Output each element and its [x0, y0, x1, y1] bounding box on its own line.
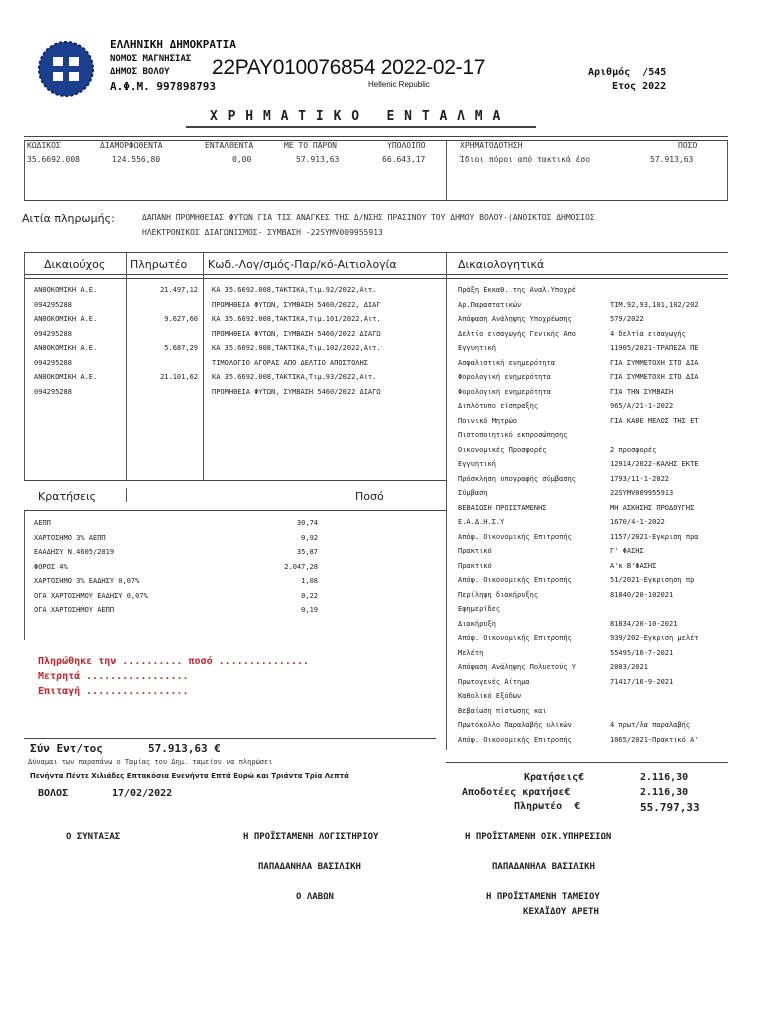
deduction-name: ΑΕΠΠ — [34, 519, 51, 527]
remitted-deductions-label: Αποδοτέες κρατήσε€ — [462, 787, 571, 798]
deduction-amount: 35,87 — [296, 548, 318, 556]
document-row — [458, 457, 728, 472]
budget-formed: 124.556,80 — [112, 155, 161, 164]
beneficiary-name: ΑΝΘΟΚΟΜΙΚΗ Α.Ε. — [34, 315, 98, 323]
document-row — [458, 530, 728, 545]
cashier-note: Δύναμαι των παραπάνω ο Ταμίας του Δημ. ταμείου να πληρώσει — [28, 758, 273, 766]
document-ref: 11905/2021-ΤΡΑΠΕΖΑ ΠΕ — [610, 344, 699, 352]
document-type: Εφημερίδες — [458, 605, 501, 613]
payable-amount: 9.627,60 — [164, 315, 198, 323]
deduction-amount: 30,74 — [296, 519, 318, 527]
payable-amount: 21.497,12 — [160, 286, 198, 294]
document-row — [458, 718, 728, 733]
document-title: Χ Ρ Η Μ Α Τ Ι Κ Ο Ε Ν Τ Α Λ Μ Α — [210, 109, 502, 124]
code-line: ΠΡΟΜΗΘΕΙΑ ΦΥΤΩΝ, ΣΥΜΒΑΣΗ 5460/2022, ΔΙΑΓ — [212, 300, 381, 309]
signatory-finance-name: ΠΑΠΑΔΑΝΗΛΑ ΒΑΣΙΛΙΚΗ — [492, 862, 595, 872]
stamp-republic: Hellenic Republic — [368, 80, 430, 89]
document-row — [458, 689, 728, 704]
document-type: Πρακτικό — [458, 547, 492, 555]
code-list — [212, 283, 444, 399]
document-type: Ασφαλιστική ενημερότητα — [458, 358, 555, 367]
deduction-amount: 1,08 — [301, 577, 318, 585]
document-row — [458, 602, 728, 617]
deductions-total-value: 2.116,30 — [640, 772, 689, 783]
cash-line: Μετρητά ................. — [38, 671, 189, 682]
payable-amount: 21.101,62 — [160, 373, 198, 381]
document-ref — [610, 428, 726, 443]
document-type: Εγγυητική — [458, 344, 496, 352]
document-ref: 2003/2021 — [610, 663, 648, 671]
deduction-row — [34, 560, 324, 575]
deduction-amount: 0,92 — [301, 533, 318, 542]
document-row — [458, 646, 728, 661]
budget-amount: 57.913,63 — [650, 155, 694, 164]
document-row — [458, 631, 728, 646]
document-ref — [610, 704, 726, 719]
document-row — [458, 428, 728, 443]
document-row — [458, 283, 728, 298]
document-row — [458, 660, 728, 675]
code-line: ΚΑ 35.6692.008,ΤΑΚΤΙΚΑ,Τιμ.93/2022,Αιτ. — [212, 373, 377, 381]
document-row — [458, 486, 728, 501]
col-header-funding: ΧΡΗΜΑΤΟΔΟΤΗΣΗ — [460, 141, 523, 150]
document-ref — [610, 602, 726, 617]
payable-list — [128, 283, 198, 385]
deductions-list — [34, 516, 324, 618]
budget-current: 57.913,63 — [296, 155, 340, 164]
beneficiary-afm: 094295288 — [34, 387, 72, 396]
order-year: Ετος 2022 — [612, 81, 667, 92]
header-municipality: ΔΗΜΟΣ ΒΟΛΟΥ — [110, 67, 170, 77]
col-header-formed: ΔΙΑΜΟΡΦΩΘΕΝΤΑ — [100, 141, 163, 150]
payment-reason-line2: ΗΛΕΚΤΡΟΝΙΚΟΣ ΔΙΑΓΩΝΙΣΜΟΣ- ΣΥΜΒΑΣΗ -22SYMV009955913 — [142, 228, 383, 237]
document-row — [458, 544, 728, 559]
document-type: Ποινικό Μητρώο — [458, 416, 518, 425]
signatory-receiver: Ο ΛΑΒΩΝ — [296, 892, 334, 902]
document-type: Απόφ. Οικονομικής Επιτροπής — [458, 532, 572, 541]
document-row — [458, 501, 728, 516]
document-ref: 2 προσφορές — [610, 445, 657, 454]
document-ref: ΓΙΑ ΤΗΝ ΣΥΜΒΑΣΗ — [610, 387, 674, 396]
document-ref: 71417/16-9-2021 — [610, 677, 674, 686]
document-type: Δελτίο εισαγωγής Γενικής Απο — [458, 329, 577, 338]
document-type: Πιστοποιητικό εκπροσώπησης — [458, 431, 568, 439]
document-type: Απόφ. Οικονομικής Επιτροπής — [458, 576, 572, 584]
deductions-total-label: Κρατήσεις€ — [524, 772, 585, 783]
beneficiary-name: ΑΝΘΟΚΟΜΙΚΗ Α.Ε. — [34, 344, 98, 352]
beneficiary-list — [34, 283, 124, 399]
date: 17/02/2022 — [112, 788, 173, 799]
document-ref: ΤΙΜ.92,93,101,102/202 — [610, 300, 699, 309]
greek-emblem-icon — [37, 40, 95, 98]
document-ref: 939/202-Εγκριση μελέτ — [610, 634, 699, 642]
document-type: Φορολογική ενημερότητα — [458, 387, 551, 396]
document-row — [458, 617, 728, 632]
budget-code: 35.6692.008 — [27, 155, 80, 164]
deduction-row — [34, 516, 324, 531]
header-beneficiary: Δικαιούχος — [44, 258, 106, 271]
document-type: Πρακτικό — [458, 561, 492, 570]
signatory-accounting-name: ΠΑΠΑΔΑΝΗΛΑ ΒΑΣΙΛΙΚΗ — [258, 862, 361, 872]
document-row — [458, 370, 728, 385]
budget-remaining: 66.643,17 — [382, 155, 426, 164]
document-ref: 1065/2021-Πρακτικό Α' — [610, 735, 699, 744]
deduction-row — [34, 545, 324, 560]
document-type: Οικονομικές Προσφορές — [458, 445, 547, 454]
document-ref: 51/2021-Εγκρισηση πρ — [610, 576, 695, 584]
deduction-name: ΟΓΑ ΧΑΡΤΟΣΗΜΟΥ ΕΑΔΗΣΥ 0,07% — [34, 591, 148, 600]
document-type: Πρωτογενές Αίτημα — [458, 677, 530, 686]
payable-amount: 5.687,29 — [164, 344, 198, 352]
header-afm: Α.Φ.Μ. 997898793 — [110, 80, 216, 93]
document-ref: 1793/11-1-2022 — [610, 474, 670, 483]
payment-reason-line1: ΔΑΠΑΝΗ ΠΡΟΜΗΘΕΙΑΣ ΦΥΤΩΝ ΓΙΑ ΤΙΣ ΑΝΑΓΚΕΣ ΤΗΣ Δ/ΝΣΗΣ ΠΡΑΣΙΝΟΥ ΤΟΥ ΔΗΜΟΥ ΒΟΛΟΥ-(ΑΝΟΙΚΤΟΣ ΔΗΜΟΣΙΟΣ — [142, 213, 595, 222]
payable-total-label: Πληρωτέο € — [514, 801, 581, 812]
code-line: ΚΑ 35.6692.008,ΤΑΚΤΙΚΑ,Τιμ.92/2022,Αιτ. — [212, 286, 377, 294]
deduction-name: ΦΟΡΟΣ 4% — [34, 562, 68, 571]
code-line: ΠΡΟΜΗΘΕΙΑ ΦΥΤΩΝ, ΣΥΜΒΑΣΗ 5460/2022 ΔΙΑΓΩ — [212, 387, 381, 396]
documents-list — [458, 283, 728, 747]
document-ref: 1157/2021-Εγκριση πρα — [610, 532, 699, 541]
deduction-row — [34, 603, 324, 618]
document-ref: Α'κ Β'ΦΑΣΗΣ — [610, 561, 657, 570]
paid-on-line: Πληρώθηκε την .......... ποσό ............... — [38, 656, 309, 667]
document-type: Εγγυητική — [458, 460, 496, 468]
col-header-code: ΚΩΔΙΚΟΣ — [27, 141, 61, 150]
document-type: ΒΕΒΑΙΩΣΗ ΠΡΟΙΣΤΑΜΕΝΗΣ — [458, 503, 547, 512]
document-row — [458, 399, 728, 414]
header-documents: Δικαιολογητικά — [458, 258, 545, 271]
document-type: Βεβαίωση πίστωσης και — [458, 706, 547, 715]
signatory-compiler: Ο ΣΥΝΤΑΞΑΣ — [66, 832, 121, 842]
document-row — [458, 443, 728, 458]
beneficiary-afm: 094295288 — [34, 300, 72, 309]
deduction-name: ΧΑΡΤΟΣΗΜΟ 3% ΕΑΔΗΣΥ 0,07% — [34, 577, 140, 585]
col-header-amount: ΠΟΣΟ — [678, 141, 698, 150]
document-ref — [610, 283, 726, 298]
deduction-row — [34, 589, 324, 604]
total-value: 57.913,63 € — [148, 742, 221, 755]
header-code: Κωδ.-Λογ/σμός-Παρ/κό-Αιτιολογία — [208, 258, 397, 271]
document-ref: ΓΙΑ ΣΥΜΜΕΤΟΧΗ ΣΤΟ ΔΙΑ — [610, 358, 699, 367]
document-type: Απόφ. Οικονομικής Επιτροπής — [458, 735, 572, 744]
deduction-amount: 2.047,28 — [284, 562, 318, 571]
code-line: ΤΙΜΟΛΟΓΙΟ ΑΓΟΡΑΣ ΑΠΟ ΔΕΛΤΙΟ ΑΠΟΣΤΟΛΗΣ — [212, 358, 368, 367]
document-row — [458, 515, 728, 530]
document-row — [458, 341, 728, 356]
amount-in-words: Πενήντα Πέντε Χιλιάδες Επτακόσια Ενενήντα Επτά Ευρώ και Τριάντα Τρία Λεπτά — [30, 772, 349, 780]
document-ref: 4 πρωτ/λα παραλαβής — [610, 721, 691, 729]
deductions-amount-header: Ποσό — [355, 490, 384, 503]
deduction-amount: 0,19 — [301, 606, 318, 614]
deduction-row — [34, 531, 324, 546]
document-row — [458, 559, 728, 574]
document-row — [458, 472, 728, 487]
header-prefecture: ΝΟΜΟΣ ΜΑΓΝΗΣΙΑΣ — [110, 54, 192, 64]
document-row — [458, 327, 728, 342]
document-ref: 1670/4-1-2022 — [610, 518, 665, 526]
document-ref: Γ' ΦΑΣΗΣ — [610, 547, 644, 555]
signatory-treasury-title: Η ΠΡΟΪΣΤΑΜΕΝΗ ΤΑΜΕΙΟΥ — [486, 892, 600, 902]
digital-signature-code: 22PAY010076854 2022-02-17 — [212, 56, 486, 79]
code-line: ΚΑ 35.6692.008,ΤΑΚΤΙΚΑ,Τιμ.101/2022,Αιτ. — [212, 315, 381, 323]
document-row — [458, 588, 728, 603]
remitted-deductions-value: 2.116,30 — [640, 787, 689, 798]
document-ref: 22SYMV009955913 — [610, 489, 674, 497]
document-type: Φορολογική ενημερότητα — [458, 373, 551, 381]
document-row — [458, 414, 728, 429]
document-type: Αρ.Παραστατικών — [458, 300, 522, 309]
document-ref: 81834/20-10-2021 — [610, 619, 678, 628]
document-type: Πρόσκληση υπογραφής σύμβασης — [458, 474, 577, 483]
document-row — [458, 298, 728, 313]
document-ref: 55495/16-7-2021 — [610, 648, 674, 657]
document-ref: 965/Α/21-1-2022 — [610, 402, 674, 410]
col-header-remaining: ΥΠΟΛΟΙΠΟ — [387, 141, 426, 150]
payable-total-value: 55.797,33 — [640, 801, 700, 814]
document-ref: ΓΙΑ ΚΑΘΕ ΜΕΛΟΣ ΤΗΣ ΕΤ — [610, 416, 699, 425]
document-row — [458, 385, 728, 400]
header-republic: ΕΛΛΗΝΙΚΗ ΔΗΜΟΚΡΑΤΙΑ — [110, 38, 236, 51]
signatory-accounting-title: Η ΠΡΟΪΣΤΑΜΕΝΗ ΛΟΓΙΣΤΗΡΙΟΥ — [243, 832, 379, 842]
document-type: Διακήρυξη — [458, 619, 496, 628]
document-ref: ΓΙΑ ΣΥΜΜΕΤΟΧΗ ΣΤΟ ΔΙΑ — [610, 373, 699, 381]
document-type: Περίληψη διακήρυξης — [458, 590, 539, 599]
deduction-row — [34, 574, 324, 589]
document-ref: 579/2022 — [610, 315, 644, 323]
document-row — [458, 573, 728, 588]
header-payable: Πληρωτέο — [130, 258, 188, 271]
document-row — [458, 704, 728, 719]
beneficiary-name: ΑΝΘΟΚΟΜΙΚΗ Α.Ε. — [34, 286, 98, 294]
document-type: Καθολικό Εξόδων — [458, 692, 522, 700]
total-label: Σύν Εντ/τος — [30, 742, 103, 755]
document-type: Σύμβαση — [458, 489, 488, 497]
payment-reason-label: Αιτία πληρωμής: — [22, 212, 115, 225]
beneficiary-name: ΑΝΘΟΚΟΜΙΚΗ Α.Ε. — [34, 373, 98, 381]
signatory-finance-title: Η ΠΡΟΪΣΤΑΜΕΝΗ ΟΙΚ.ΥΠΗΡΕΣΙΩΝ — [465, 832, 612, 842]
col-header-ordered: ΕΝΤΑΛΘΕΝΤΑ — [205, 141, 254, 150]
code-line: ΚΑ 35.6692.008,ΤΑΚΤΙΚΑ,Τιμ.102/2022,Αιτ. — [212, 344, 381, 352]
signatory-treasury-name: ΚΕΧΑΪΔΟΥ ΑΡΕΤΗ — [523, 907, 599, 917]
document-row — [458, 312, 728, 327]
budget-funding: Ίδιοι πόροι από τακτικά έσο — [460, 155, 591, 164]
document-type: Πράξη Εκκαθ. της Αναλ.Υποχρέ — [458, 286, 577, 294]
deduction-name: ΧΑΡΤΟΣΗΜΟ 3% ΑΕΠΠ — [34, 533, 106, 542]
deductions-header: Κρατήσεις — [38, 490, 97, 503]
document-row — [458, 675, 728, 690]
budget-ordered: 0,00 — [232, 155, 252, 164]
document-type: Πρωτόκολλο Παραλαβής υλικών — [458, 721, 572, 729]
beneficiary-afm: 094295288 — [34, 329, 72, 338]
document-type: Απόφαση Ανάληψης Πολυετούς Υ — [458, 663, 577, 671]
document-type: Απόφ. Οικονομικής Επιτροπής — [458, 634, 572, 642]
order-number: Αριθμός /545 — [588, 67, 667, 78]
code-line: ΠΡΟΜΗΘΕΙΑ ΦΥΤΩΝ, ΣΥΜΒΑΣΗ 5460/2022 ΔΙΑΓΩ — [212, 329, 381, 338]
document-type: Ε.Α.Δ.Η.Σ.Υ — [458, 518, 505, 526]
document-type: Μελέτη — [458, 648, 484, 657]
document-ref: 81840/20-102021 — [610, 590, 674, 599]
document-ref: ΜΗ ΑΣΚΗΣΗΣ ΠΡΟΔΟΥΓΗΣ — [610, 503, 695, 512]
place: ΒΟΛΟΣ — [38, 788, 69, 799]
document-type: Διπλότυπο είσπραξης — [458, 402, 539, 410]
beneficiary-afm: 094295288 — [34, 358, 72, 367]
col-header-current: ΜΕ ΤΟ ΠΑΡΟΝ — [284, 141, 337, 150]
document-row — [458, 356, 728, 371]
document-type: Απόφαση Ανάληψης Υποχρέωσης — [458, 315, 572, 323]
document-ref — [610, 689, 726, 704]
cheque-line: Επιταγή ................. — [38, 686, 189, 697]
deduction-name: ΕΑΑΔΗΣΥ Ν.4605/2019 — [34, 548, 115, 556]
document-ref: 4 δελτία εισαγωγής — [610, 329, 686, 338]
deduction-amount: 0,22 — [301, 591, 318, 600]
deduction-name: ΟΓΑ ΧΑΡΤΟΣΗΜΟΥ ΑΕΠΠ — [34, 606, 115, 614]
document-row — [458, 733, 728, 748]
document-ref: 12914/2022-ΚΑΛΗΣ ΕΚΤΕ — [610, 460, 699, 468]
